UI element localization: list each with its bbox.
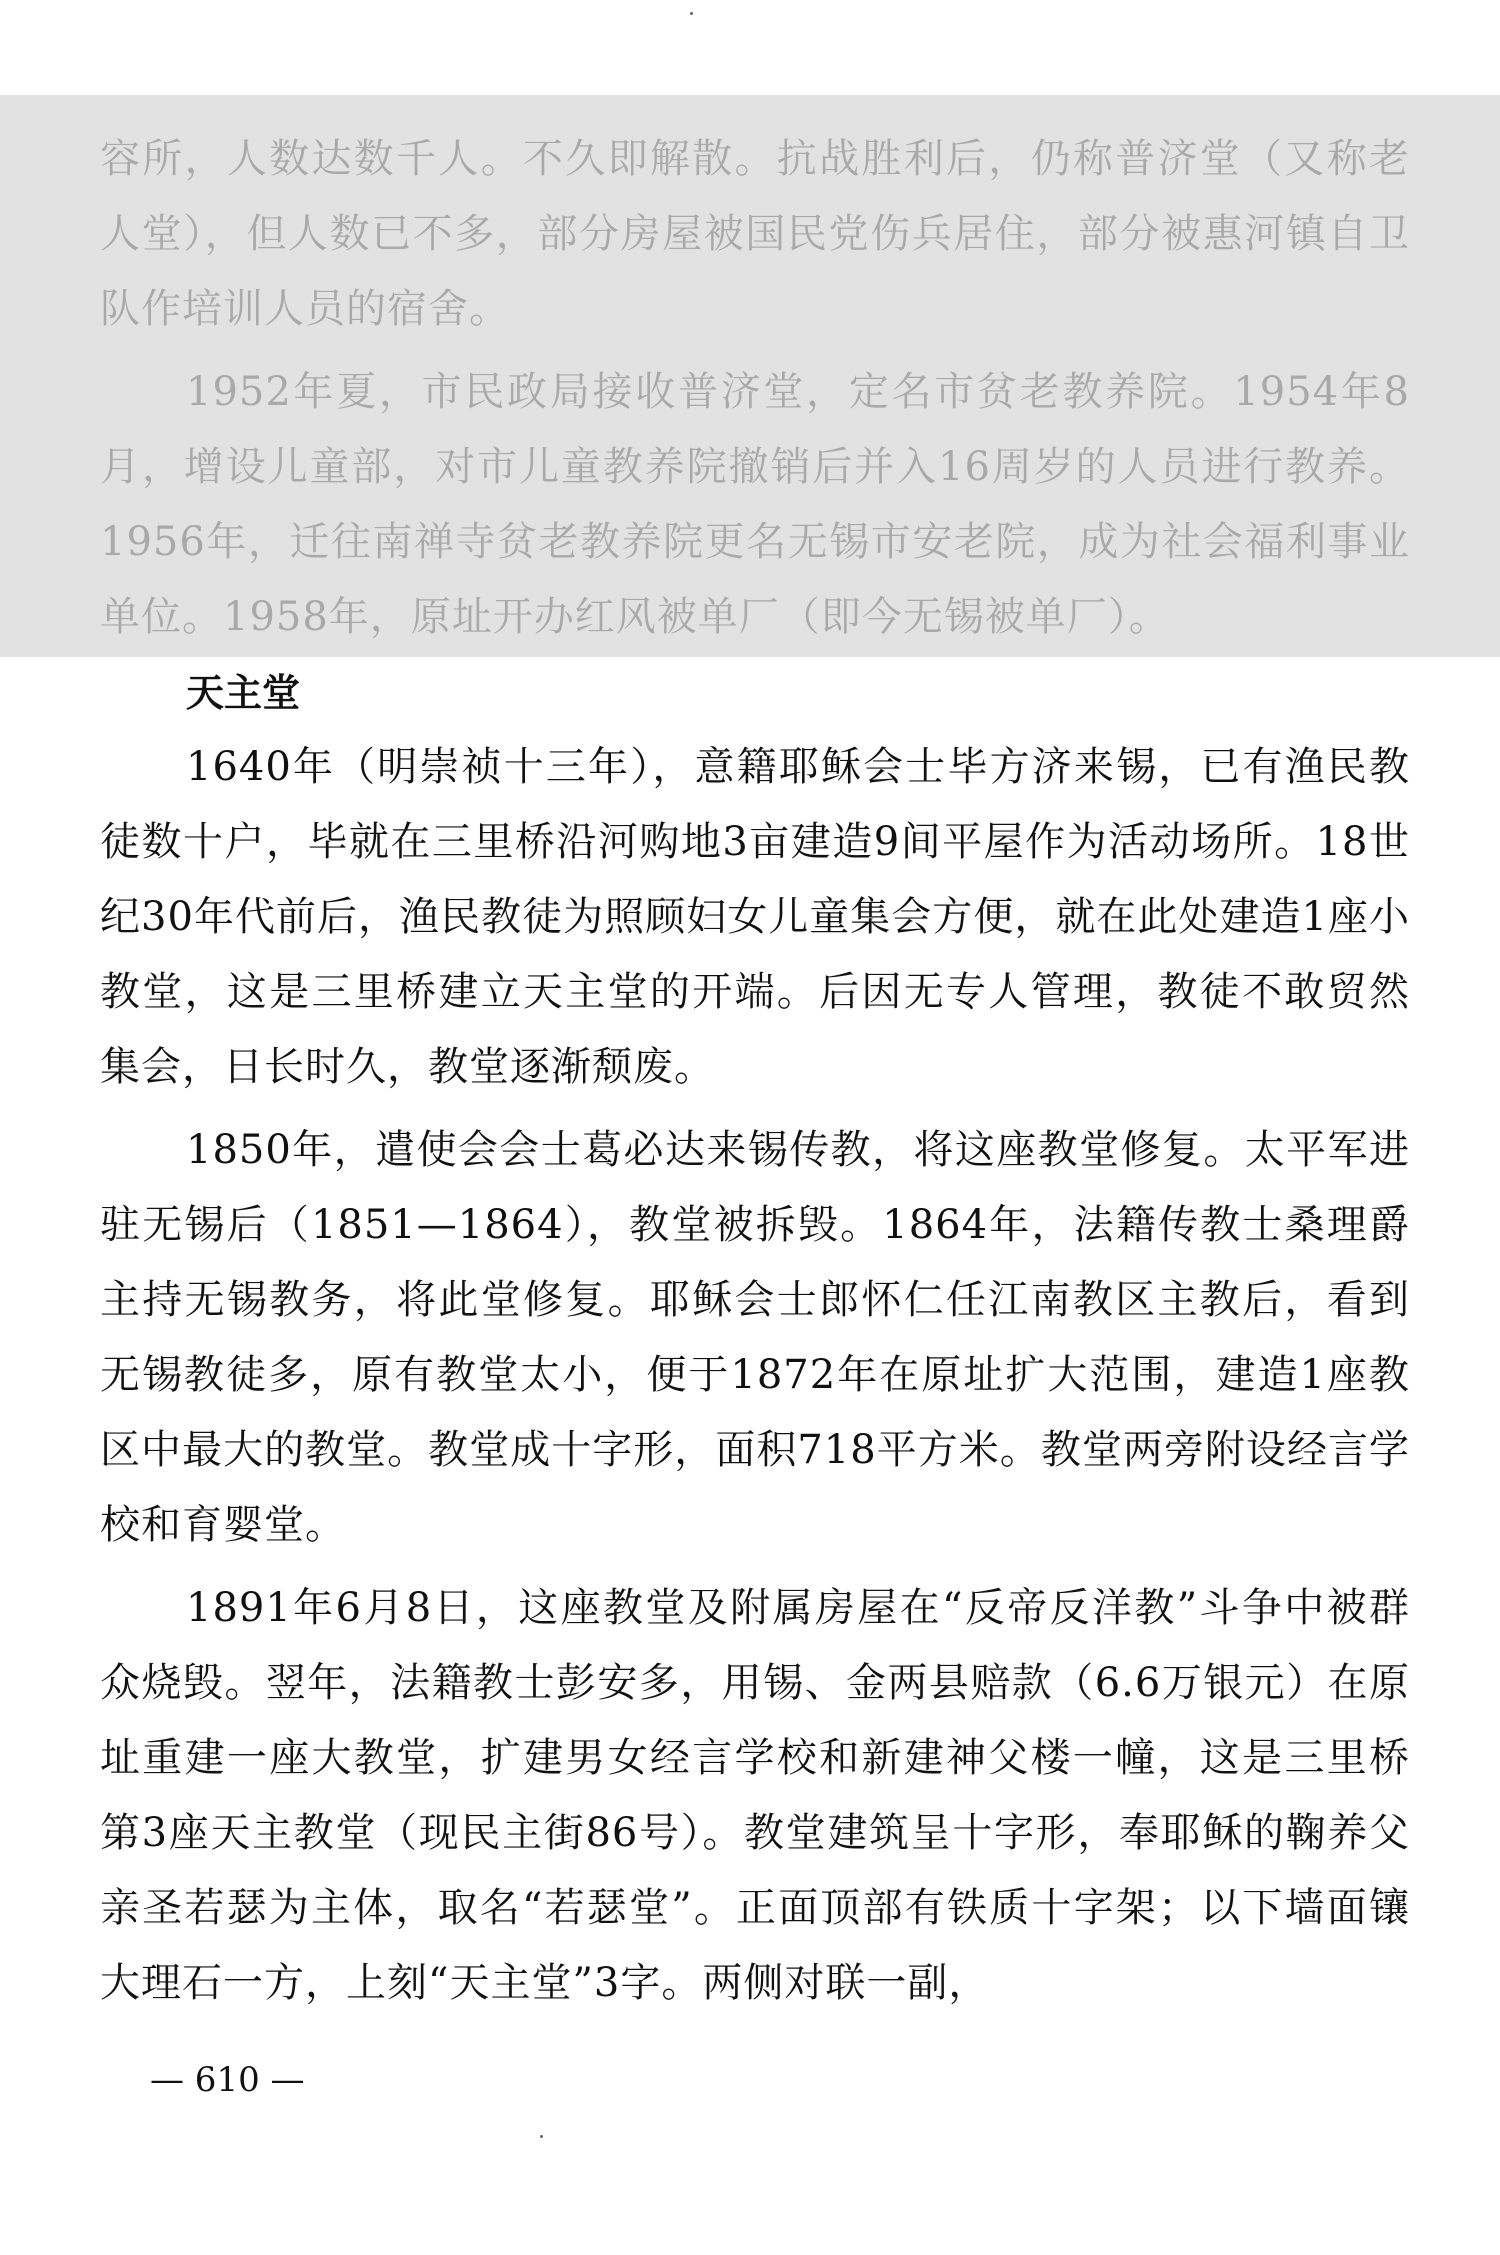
body-paragraph-2: 1850年，遣使会会士葛必达来锡传教，将这座教堂修复。太平军进驻无锡后（1851—1864），教堂被拆毁。1864年，法籍传教士桑理爵主持无锡教务，将此堂修复。耶稣会士郎怀仁任江南教区主教后，看到无锡教徒多，原有教堂太小，便于1872年在原址扩大范围，建造1座教区中最大的教堂。教堂成十字形，面积718平方米。教堂两旁附设经言学校和育婴堂。 bbox=[100, 1127, 1410, 1548]
section-title: 天主堂 bbox=[186, 671, 301, 715]
body-paragraph-3: 1891年6月8日，这座教堂及附属房屋在“反帝反洋教”斗争中被群众烧毁。翌年，法籍教士彭安多，用锡、金两县赔款（6.6万银元）在原址重建一座大教堂，扩建男女经言学校和新建神父楼一幢，这是三里桥第3座天主教堂（现民主街86号）。教堂建筑呈十字形，奉耶稣的鞠养父亲圣若瑟为主体，取名“若瑟堂”。正面顶部有铁质十字架；以下墙面镶大理石一方，上刻“天主堂”3字。两侧对联一副， bbox=[100, 1585, 1410, 2006]
previous-section-text bbox=[100, 122, 1410, 655]
section-body bbox=[100, 730, 1410, 2021]
faded-previous-section bbox=[0, 95, 1500, 657]
scan-speck bbox=[540, 2135, 543, 2138]
previous-paragraph-1: 容所，人数达数千人。不久即解散。抗战胜利后，仍称普济堂（又称老人堂），但人数已不多，部分房屋被国民党伤兵居住，部分被惠河镇自卫队作培训人员的宿舍。 bbox=[100, 136, 1410, 332]
page-number: — 610 — bbox=[150, 2060, 305, 2100]
body-paragraph-1: 1640年（明崇祯十三年），意籍耶稣会士毕方济来锡，已有渔民教徒数十户，毕就在三里桥沿河购地3亩建造9间平屋作为活动场所。18世纪30年代前后，渔民教徒为照顾妇女儿童集会方便，就在此处建造1座小教堂，这是三里桥建立天主堂的开端。后因无专人管理，教徒不敢贸然集会，日长时久，教堂逐渐颓废。 bbox=[100, 744, 1410, 1090]
previous-paragraph-2: 1952年夏，市民政局接收普济堂，定名市贫老教养院。1954年8月，增设儿童部，对市儿童教养院撤销后并入16周岁的人员进行教养。1956年，迁往南禅寺贫老教养院更名无锡市安老院，成为社会福利事业单位。1958年，原址开办红风被单厂（即今无锡被单厂）。 bbox=[100, 369, 1410, 640]
scan-speck bbox=[690, 12, 693, 15]
